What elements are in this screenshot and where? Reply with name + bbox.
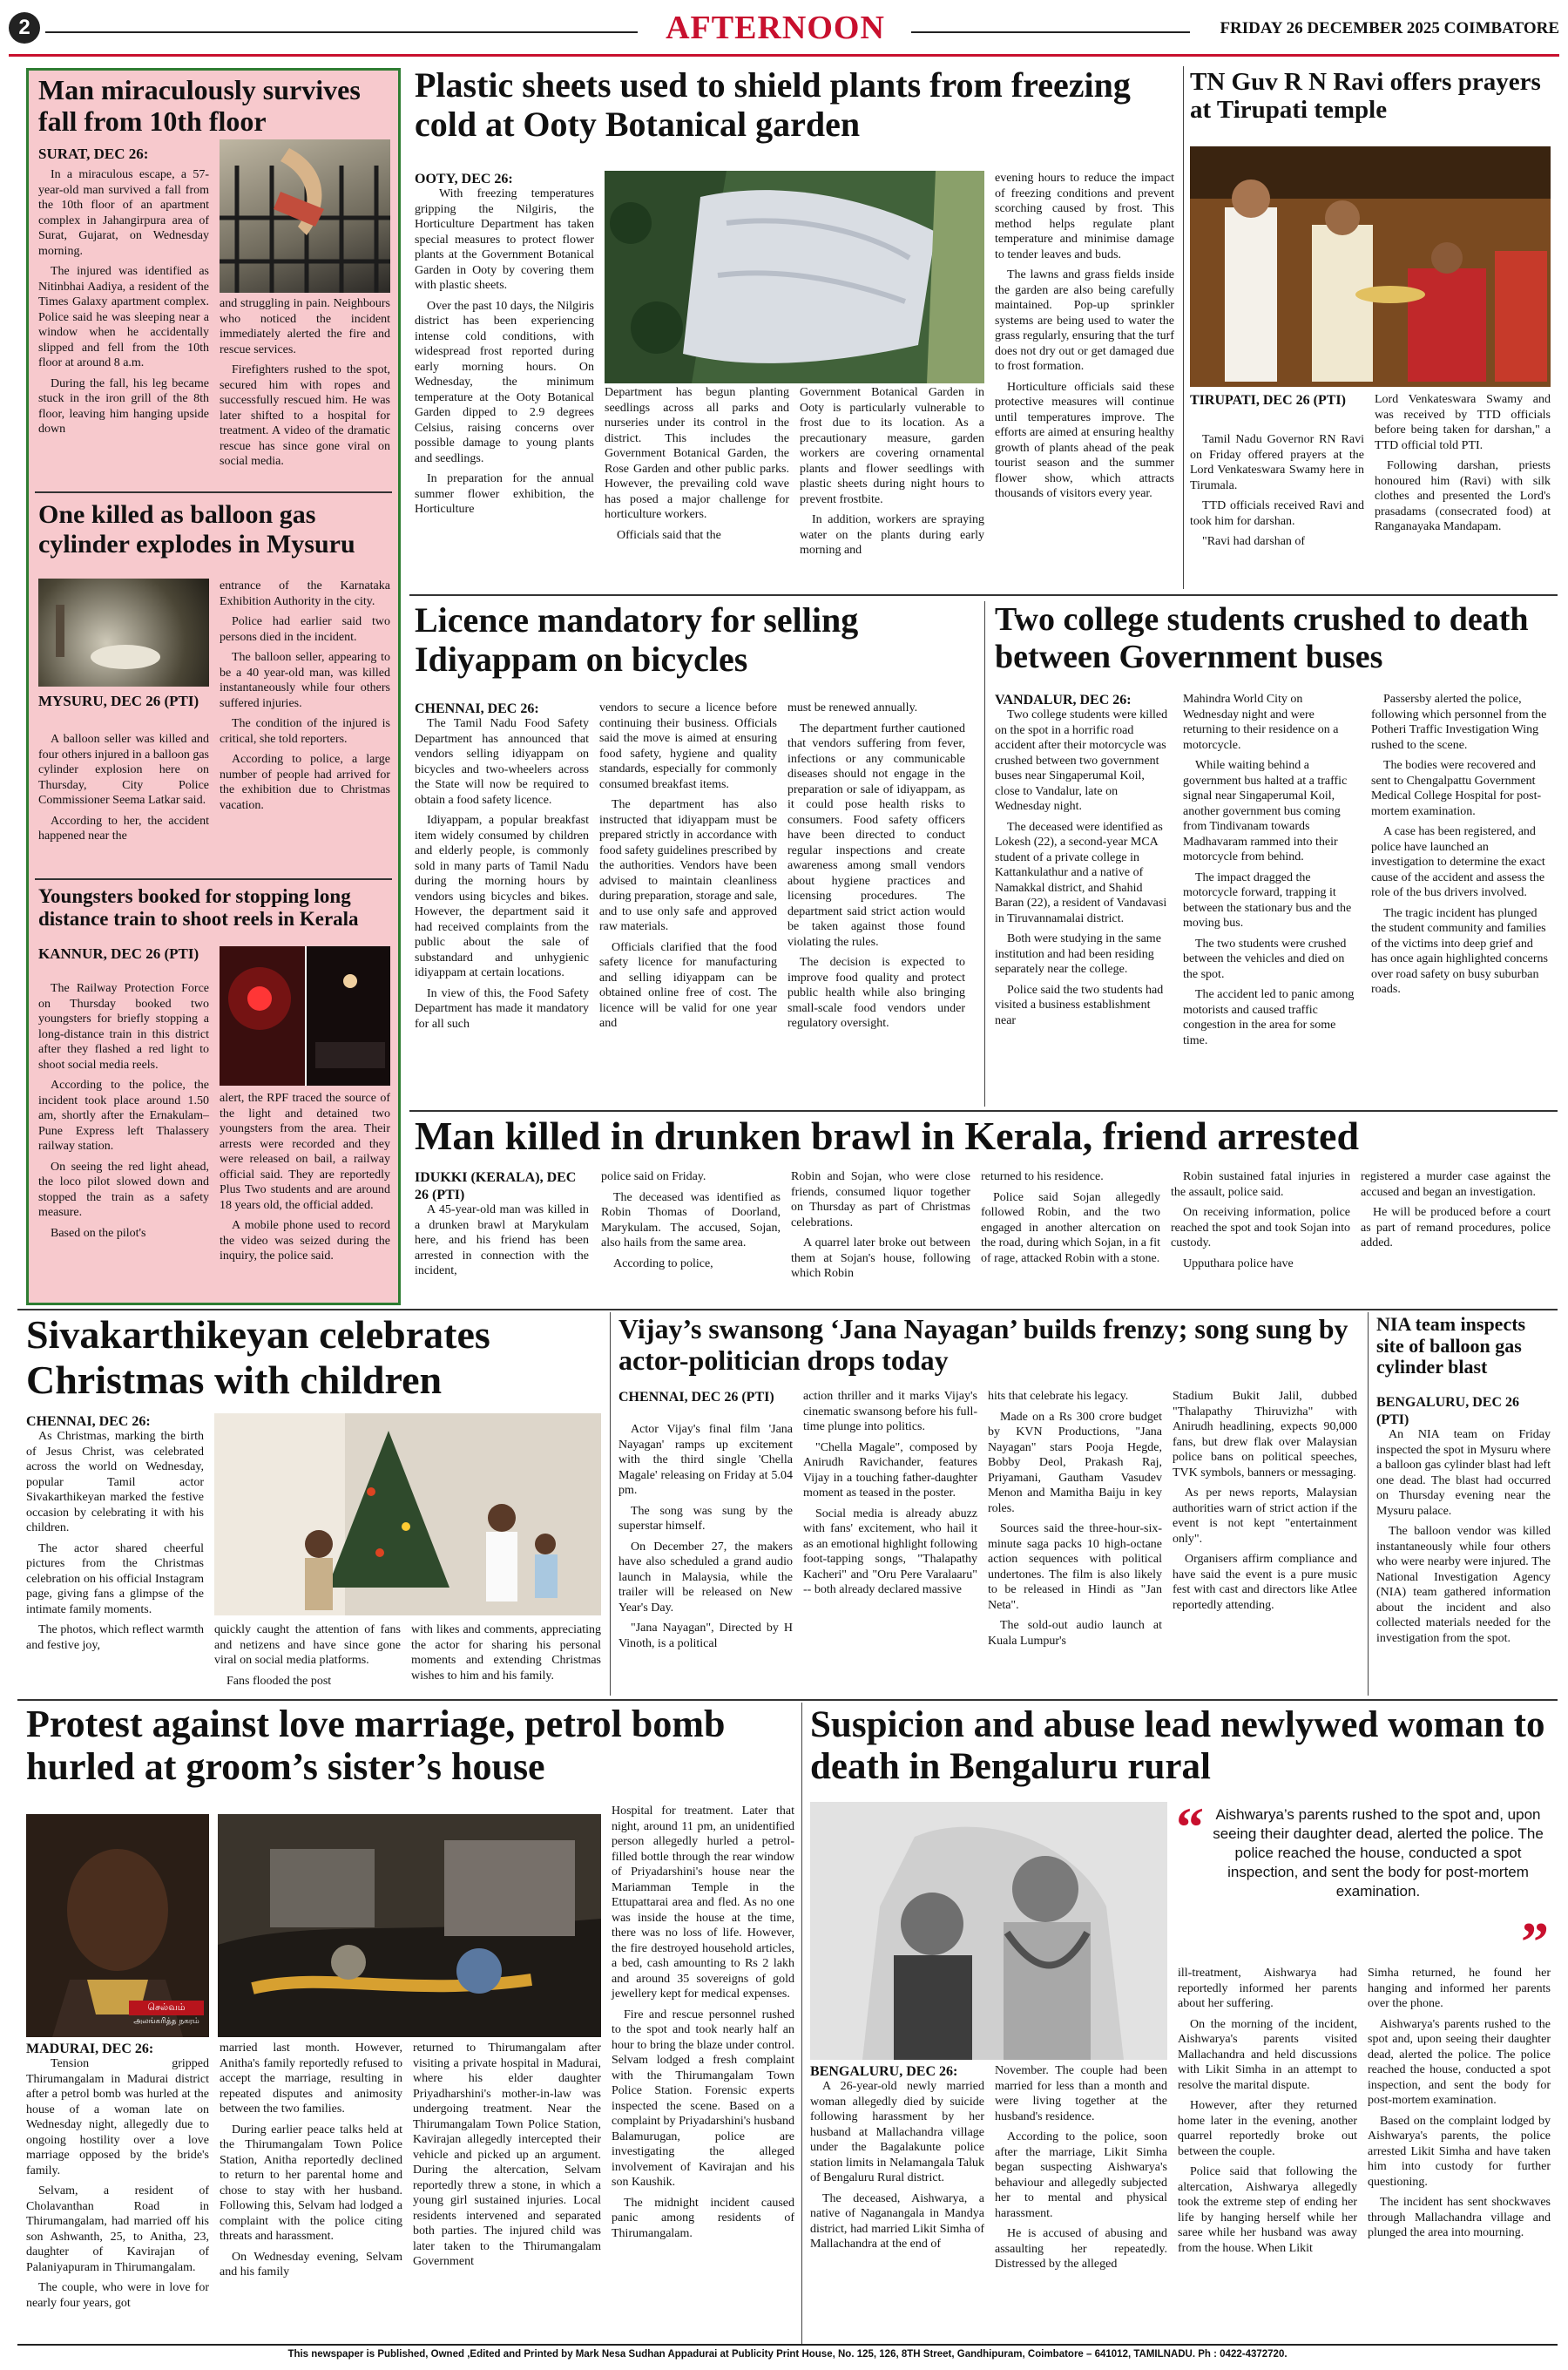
nia-body xyxy=(1376,1427,1551,1651)
paragraph: Lord Venkateswara Swamy and was received by TTD officials before being taken for darshan," a TTD official told PTI. xyxy=(1375,393,1551,452)
quote-close-icon: ” xyxy=(1521,1911,1549,1973)
paragraph: Two college students were killed on the spot in a horrific road accident after their motorcycle was crushed between two government buses near Singaperumal Koil, close to Vandalur, late on Wednesday night. xyxy=(995,708,1168,813)
bengaluru-headline: Suspicion and abuse lead newlywed woman to death in Bengaluru rural xyxy=(810,1704,1545,1788)
paragraph: Police said that following the altercation, Aishwarya allegedly took the extreme step of ending her life by hanging herself while her saree while her husband was away from the house. When Likit xyxy=(1178,2165,1357,2255)
column-divider xyxy=(610,1312,611,1696)
column-divider xyxy=(984,601,985,1107)
paragraph: A balloon seller was killed and four others injured in a balloon gas cylinder explosion here on Thursday, City Police Commissioner Seema Latkar said. xyxy=(38,733,209,807)
paragraph: In view of this, the Food Safety Department has made it mandatory for all such xyxy=(415,986,589,1031)
paragraph: The photos, which reflect warmth and festive joy, xyxy=(26,1623,204,1652)
paragraph: The balloon seller, appearing to be a 40 year-old man, was killed instantaneously while four others suffered injuries. xyxy=(220,651,390,710)
surat-headline: Man miraculously survives fall from 10th floor xyxy=(38,74,361,137)
kannur-dateline: KANNUR, DEC 26 (PTI) xyxy=(38,945,199,962)
paragraph: The incident has sent shockwaves through Mallachandra village and plunged the area into mourning. xyxy=(1368,2196,1551,2239)
idiyappam-body-col2 xyxy=(599,701,777,1037)
paragraph: As Christmas, marking the birth of Jesus Christ, was celebrated across the world on Wednesday, popular Tamil actor Sivakarthikeyan marked the festive occasion by celebrating it with his children. xyxy=(26,1430,204,1534)
siva-body-col2 xyxy=(214,1622,401,1694)
paragraph: November. The couple had been married for less than a month and were living together at the husband's residence. xyxy=(995,2064,1167,2123)
column-divider xyxy=(801,1703,802,2344)
paragraph: The midnight incident caused panic among residents of Thirumangalam. xyxy=(612,2196,794,2240)
paragraph: The Railway Protection Force on Thursday booked two youngsters for briefly stopping a long-distance train in this district after they flashed a red light to shoot social media reels. xyxy=(38,982,209,1072)
paragraph: A quarrel later broke out between them at Sojan's house, following which Robin xyxy=(791,1236,970,1280)
madurai-photo-caption: செல்வம் xyxy=(129,2001,204,2015)
paragraph: Mahindra World City on Wednesday night and were returning to their residence on a motorcycle. xyxy=(1183,693,1339,752)
paragraph: vendors to secure a licence before continuing their business. Officials said the move is aimed at ensuring food safety, hygiene and quality standards, especially for commonly consumed breakfast items. xyxy=(599,701,777,791)
kannur-body-col1 xyxy=(38,981,209,1246)
vandalur-body-col2 xyxy=(1183,692,1361,1053)
madurai-portrait-photo xyxy=(26,1814,209,2037)
paragraph: Firefighters rushed to the spot, secured him with ropes and successfully rescued him. He was later shifted to a hospital for treatment. A video of the dramatic rescue has since gone viral on social media. xyxy=(220,363,390,468)
paragraph: In a miraculous escape, a 57-year-old man survived a fall from the 10th floor of an apartment complex in Jahangirpura area of Surat, Gujarat, on Wednesday morning. xyxy=(38,168,209,258)
paragraph: The Tamil Nadu Food Safety Department has announced that vendors selling idiyappam on bicycles and two-wheelers across the State will now be required to obtain a food safety licence. xyxy=(415,717,589,807)
paragraph: According to police, a large number of people had arrived for the exhibition due to Christmas vacation. xyxy=(220,753,390,812)
madurai-body-col2 xyxy=(220,2041,402,2285)
paragraph: ill-treatment, Aishwarya had reportedly informed her parents about her suffering. xyxy=(1178,1967,1357,2010)
paragraph: According to the police, soon after the marriage, Likit Simha began suspecting Aishwarya's behaviour and allegedly subjected her to mental and physical harassment. xyxy=(995,2130,1167,2220)
paragraph: Based on the complaint lodged by Aishwarya's parents, the police arrested Likit Simha and have taken him into custody for further questioning. xyxy=(1368,2114,1551,2189)
paragraph: Department has begun planting seedlings across all parks and nurseries under its control in the district. This includes the Government Botanical Garden, the Rose Garden and other public parks. However, the prevailing cold wave has posed a major challenge for horticulture workers. xyxy=(605,386,789,521)
paragraph: The couple, who were in love for nearly four years, got xyxy=(26,2281,209,2310)
masthead-bottom-rule xyxy=(9,54,1559,57)
paragraph: Aishwarya's parents rushed to the spot and, upon seeing their daughter dead, alerted the police. The police reached the house, conducted a spot inspection, and sent the body for post-mortem examination. xyxy=(1368,2017,1551,2107)
tirupati-body-col1 xyxy=(1190,432,1364,555)
paragraph: The department further cautioned that vendors suffering from fever, infections or any communicable diseases should not engage in the preparation or sale of idiyappam, as it could pose health risks to consumers. Food safety officers have been directed to conduct regular inspections and create awareness among small vendors about hygiene practices and licensing procedures. The department said strict action would be taken against those found violating the rules. xyxy=(787,721,965,949)
bengaluru-body-col1 xyxy=(810,2079,984,2258)
surat-body-col1 xyxy=(38,167,209,443)
siva-christmas-photo xyxy=(214,1413,601,1615)
madurai-headline: Protest against love marriage, petrol bomb hurled at groom’s sister’s house xyxy=(26,1703,726,1789)
paragraph: The lawns and grass fields inside the garden are also being carefully maintained. Pop-up sprinkler systems are being used to water the grass regularly, ensuring that the turf does not dry out or get damaged due to frost formation. xyxy=(995,268,1174,373)
paragraph: Horticulture officials said these protective measures will continue until temperatures improve. The efforts are aimed at ensuring healthy growth of plants ahead of the peak tourist season and the summer flower show, which attracts thousands of visitors every year. xyxy=(995,380,1174,500)
paragraph: Officials clarified that the food safety licence for manufacturing and selling idiyappam can be obtained online free of cost. The licence will be valid for one year and xyxy=(599,940,777,1030)
kerala-body-col2 xyxy=(601,1169,781,1276)
bengaluru-body-col4 xyxy=(1368,1966,1551,2246)
paragraph: As per news reports, Malaysian authorities warn of strict action if the event is not kept "entertainment only". xyxy=(1173,1486,1357,1546)
kerala-body-col1 xyxy=(415,1202,589,1284)
left-divider-2 xyxy=(35,878,392,880)
paragraph: During earlier peace talks held at the Thirumangalam Town Police Station, Anitha reportedly declined to return to her parental home and chose to stay with her husband. Following this, Selvam had lodged a complaint with the police citing threats and harassment. xyxy=(220,2123,402,2243)
paragraph: A mobile phone used to record the video was seized during the inquiry, the police said. xyxy=(220,1219,390,1263)
footer-imprint: This newspaper is Published, Owned ,Edited and Printed by Mark Nesa Sudhan Appadurai at Publicity Print House, No. 125, 126, 8TH Street, Gandhipuram, Coimbatore – 641012, TAMILNADU. Ph : 0422-4372720. xyxy=(287,2349,1288,2360)
mysuru-headline: One killed as balloon gas cylinder explodes in Mysuru xyxy=(38,500,355,559)
mysuru-photo xyxy=(38,579,209,687)
ooty-body-col2 xyxy=(605,385,789,548)
mysuru-dateline: MYSURU, DEC 26 (PTI) xyxy=(38,693,199,709)
paragraph: Robin sustained fatal injuries in the assault, police said. xyxy=(1171,1170,1350,1199)
tirupati-dateline: TIRUPATI, DEC 26 (PTI) xyxy=(1190,393,1346,408)
paragraph: and struggling in pain. Neighbours who noticed the incident immediately alerted the fire and rescue services. xyxy=(220,297,390,356)
section-rule xyxy=(409,594,1558,596)
ooty-dateline: OOTY, DEC 26: xyxy=(415,172,513,186)
paragraph: On seeing the red light ahead, the loco pilot slowed down and stopped the train as a safety measure. xyxy=(38,1160,209,1219)
paragraph: The condition of the injured is critical, she told reporters. xyxy=(220,717,390,746)
paragraph: TTD officials received Ravi and took him for darshan. xyxy=(1190,499,1364,528)
madurai-body-col3 xyxy=(413,2041,601,2275)
madurai-fire-photo xyxy=(218,1814,601,2037)
vijay-dateline: CHENNAI, DEC 26 (PTI) xyxy=(618,1390,774,1405)
paragraph: According to her, the accident happened near the xyxy=(38,814,209,843)
mysuru-dateline-box xyxy=(38,692,209,710)
paragraph: quickly caught the attention of fans and netizens and have since gone viral on social media platforms. xyxy=(214,1623,401,1667)
paragraph: On Wednesday evening, Selvam and his family xyxy=(220,2250,402,2279)
siva-body-col3 xyxy=(411,1622,601,1689)
vijay-body-col4 xyxy=(1173,1389,1357,1618)
paragraph: A case has been registered, and police have launched an investigation to determine the exact cause of the accident and assess the role of the bus drivers involved. xyxy=(1371,825,1545,899)
paragraph: Both were studying in the same institution and had been residing separately near the college. xyxy=(995,932,1161,976)
paragraph: Fans flooded the post xyxy=(226,1674,332,1688)
paragraph: Upputhara police have xyxy=(1183,1256,1294,1270)
madurai-photo-caption2: அலங்கரித்த நகரம் xyxy=(133,2017,199,2026)
kannur-headline: Youngsters booked for stopping long distance train to shoot reels in Kerala xyxy=(38,885,359,930)
paragraph: An NIA team on Friday inspected the spot in Mysuru where a balloon gas cylinder blast had left one dead. The blast had occurred on Thursday evening near the Mysuru palace. xyxy=(1376,1428,1551,1518)
bengaluru-body-col2 xyxy=(995,2063,1167,2278)
paragraph: Following darshan, priests honoured him (Ravi) with silk clothes and presented the Lord's prasadams (consecrated food) at Ranganayaka Mandapam. xyxy=(1375,459,1551,533)
section-rule xyxy=(409,1110,1558,1112)
paragraph: "Chella Magale", composed by Anirudh Ravichander, features Vijay in a touching father-daughter moment as teased in the poster. xyxy=(803,1440,977,1500)
paragraph: Tamil Nadu Governor RN Ravi on Friday offered prayers at the Lord Venkateswara Swamy here in Tirumala. xyxy=(1190,433,1364,492)
paragraph: While waiting behind a government bus halted at a traffic signal near Singaperumal Koil, another government bus coming from Tindivanam towards Madhavaram rammed into their motorcycle from behind. xyxy=(1183,759,1348,863)
vijay-headline: Vijay’s swansong ‘Jana Nayagan’ builds frenzy; song sung by actor-politician drops today xyxy=(618,1313,1348,1376)
paragraph: The song was sung by the superstar himself. xyxy=(618,1504,793,1533)
tirupati-body-col2 xyxy=(1375,392,1551,540)
vandalur-body-col3 xyxy=(1371,692,1551,1003)
paragraph: Made on a Rs 300 crore budget by KVN Productions, "Jana Nayagan" stars Pooja Hegde, Bobby Deol, Prakash Raj, Priyamani, Gautham Vasudev Menon and Mamitha Baiju in key roles. xyxy=(988,1410,1162,1515)
paragraph: A 45-year-old man was killed in a drunken brawl at Marykulam here, and his friend has been arrested in connection with the incident, xyxy=(415,1203,589,1277)
masthead-brand: AFTERNOON xyxy=(666,10,885,46)
kerala-headline: Man killed in drunken brawl in Kerala, friend arrested xyxy=(415,1114,1360,1158)
paragraph: The impact dragged the motorcycle forward, trapping it between the stationary bus and the moving bus. xyxy=(1183,870,1352,930)
quote-open-icon: “ xyxy=(1176,1796,1204,1858)
vijay-body-col2 xyxy=(803,1389,977,1603)
idiyappam-headline: Licence mandatory for selling Idiyappam on bicycles xyxy=(415,600,859,679)
paragraph: Simha returned, he found her hanging and informed her parents over the phone. xyxy=(1368,1967,1551,2010)
paragraph: On the morning of the incident, Aishwarya's parents visited Mallachandra and held discussions with Likit Simha in an attempt to resolve the marital dispute. xyxy=(1178,2017,1357,2092)
paragraph: The two students were crushed between the vehicles and died on the spot. xyxy=(1183,937,1347,981)
paragraph: The accident led to panic among motorists and caused traffic congestion in the area for some time. xyxy=(1183,988,1355,1047)
column-divider xyxy=(1368,1312,1369,1696)
bengaluru-pull-quote xyxy=(1176,1796,1551,1973)
paragraph: The department has also instructed that idiyappam must be prepared strictly in accordance with food safety guidelines prescribed by the authorities. Vendors have been advised to maintain cleanliness during preparation, storage and sale, and to use only safe and approved raw materials. xyxy=(599,798,777,933)
paragraph: During the fall, his leg became stuck in the iron grill of the 8th floor, leaving him hanging upside down xyxy=(38,376,209,436)
ooty-garden-photo xyxy=(605,171,984,383)
page-number-badge: 2 xyxy=(9,12,40,44)
paragraph: Actor Vijay's final film 'Jana Nayagan' ramps up excitement with the third single 'Chella Magale' releasing on Friday at 5.04 pm. xyxy=(618,1423,793,1497)
section-rule xyxy=(17,1699,1558,1701)
paragraph: Selvam, a resident of Cholavanthan Road in Thirumangalam, had married off his son Ashwanth, 25, to Anitha, 23, daughter of Kavirajan of Palaniyapuram in Thirumangalam. xyxy=(26,2184,209,2274)
bengaluru-dateline: BENGALURU, DEC 26: xyxy=(810,2064,958,2079)
paragraph: The deceased was identified as Robin Thomas of Doorland, Marykulam. The accused, Sojan, also hails from the same area. xyxy=(601,1190,781,1249)
paragraph: The tragic incident has plunged the student community and families of the victims into deep grief and has once again highlighted concerns over road safety on busy suburban roads. xyxy=(1371,906,1548,996)
paragraph: alert, the RPF traced the source of the light and detained two youngsters from the area. Their arrests were recorded and they were released on bail, a railway official said. They are reportedly Plus Two students and are around 18 years old, the official added. xyxy=(220,1092,390,1212)
kerala-body-col6 xyxy=(1361,1169,1551,1256)
tirupati-photo xyxy=(1190,146,1551,387)
paragraph: Organisers affirm compliance and have said the event is a pure music fest with cast and directors like Atlee reportedly attending. xyxy=(1173,1553,1357,1612)
vandalur-dateline: VANDALUR, DEC 26: xyxy=(995,693,1132,708)
kerala-body-col3 xyxy=(791,1169,970,1287)
surat-photo xyxy=(220,139,390,293)
paragraph: must be renewed annually. xyxy=(787,701,918,714)
ooty-body-col1 xyxy=(415,186,594,523)
paragraph: Fire and rescue personnel rushed to the spot and took nearly half an hour to bring the blaze under control. Selvam lodged a fresh complaint with the Thirumangalam Town Police Station. Forensic experts inspected the scene. Based on a complaint by Priyadarshini's husband Balamurugan, police are investigating the alleged involvement of Kavirajan and his son Kaushik. xyxy=(612,2008,794,2189)
ooty-body-col4 xyxy=(995,171,1174,507)
madurai-body-col1 xyxy=(26,2056,209,2316)
tirupati-headline: TN Guv R N Ravi offers prayers at Tirupati temple xyxy=(1190,68,1541,125)
masthead-date: FRIDAY 26 DECEMBER 2025 COIMBATORE xyxy=(1220,19,1559,37)
paragraph: Police said Sojan allegedly followed Robin, and the two engaged in another altercation on the road, during which Sojan, in a fit of rage, attacked Robin with a stone. xyxy=(981,1190,1160,1265)
paragraph: The injured was identified as Nitinbhai Aadiya, a resident of the Times Galaxy apartment complex. Police said he was sleeping near a window when he accidentally slipped and fell from the 10th floor at around 8 a.m. xyxy=(38,265,209,369)
nia-headline: NIA team inspects site of balloon gas cylinder blast xyxy=(1376,1313,1526,1378)
paragraph: Police had earlier said two persons died in the incident. xyxy=(220,615,390,644)
surat-body-col2 xyxy=(220,296,390,475)
paragraph: Idiyappam, a popular breakfast item widely consumed by children and elderly people, is commonly sold in many parts of Tamil Nadu during the morning hours by vendors using bicycles and bikes. However, the department said it had received complaints from the public about the sale of substandard and unhygienic idiyappam at certain locations. xyxy=(415,814,589,979)
madurai-dateline: MADURAI, DEC 26: xyxy=(26,2042,154,2056)
footer-rule xyxy=(17,2344,1558,2346)
paragraph: The deceased were identified as Lokesh (22), a second-year MCA student of a private college in Kattankulathur and a native of Namakkal district, and Shahid Baran (22), a resident of Vandavasi in Tiruvannamalai district. xyxy=(995,820,1167,925)
paragraph: On December 27, the makers have also scheduled a grand audio launch in Malaysia, while the trailer will be released on New Year's Day. xyxy=(618,1540,793,1615)
paragraph: returned to his residence. xyxy=(981,1170,1104,1183)
paragraph: with likes and comments, appreciating the actor for sharing his personal moments and extending Christmas wishes to him and his family. xyxy=(411,1623,601,1683)
paragraph: The decision is expected to improve food quality and protect public health while also bringing small-scale food vendors under regulatory oversight. xyxy=(787,956,965,1030)
paragraph: The balloon vendor was killed instantaneously while four others who were nearby were injured. The National Investigation Agency (NIA) team gathered information about the incident and also collected materials needed for the investigation from the spot. xyxy=(1376,1525,1551,1645)
madurai-body-col4 xyxy=(612,1804,794,2246)
paragraph: Social media is already abuzz with fans' excitement, who hail it as an emotional highlight following foot-tapping songs, "Thalapathy Kacheri" and "Oru Pere Varalaaru" -- both already declared massive xyxy=(803,1507,977,1596)
masthead-rule-left xyxy=(45,31,638,33)
paragraph: "Jana Nayagan", Directed by H Vinoth, is a political xyxy=(618,1622,793,1650)
kannur-photo xyxy=(220,946,390,1086)
vijay-body-col1 xyxy=(618,1422,793,1656)
paragraph: However, after they returned home later in the evening, another quarrel reportedly broke out between the couple. xyxy=(1178,2099,1357,2158)
idiyappam-body-col3 xyxy=(787,701,965,1037)
paragraph: married last month. However, Anitha's family reportedly refused to accept the marriage, resulting in repeated disputes and animosity between the two families. xyxy=(220,2042,402,2116)
paragraph: Tension gripped Thirumangalam in Madurai district after a petrol bomb was hurled at the house of a woman late on Wednesday night, allegedly due to ongoing hostility over a love marriage opposed by the bride's family. xyxy=(26,2057,209,2177)
column-divider xyxy=(1183,66,1184,589)
idiyappam-dateline: CHENNAI, DEC 26: xyxy=(415,701,539,716)
paragraph: Hospital for treatment. Later that night, around 11 pm, an unidentified person allegedly hurled a petrol-filled bottle through the rear window of Priyadarshini's house near the Mariamman Temple in the Ettupattarai area and fled. As no one was inside the house at the time, there was no loss of life. However, the fire destroyed household articles, a bed, cash amounting to Rs 2 lakh and around 35 sovereigns of gold jewellery kept for medical expenses. xyxy=(612,1805,794,2001)
paragraph: He is accused of abusing and assaulting her repeatedly. Distressed by the alleged xyxy=(995,2227,1167,2271)
paragraph: Officials said that the xyxy=(617,528,721,542)
paragraph: He will be produced before a court as part of remand procedures, police added. xyxy=(1361,1206,1551,1249)
paragraph: The sold-out audio launch at Kuala Lumpur's xyxy=(988,1619,1162,1648)
siva-headline: Sivakarthikeyan celebrates Christmas with children xyxy=(26,1312,490,1402)
paragraph: police said on Friday. xyxy=(601,1170,706,1183)
paragraph: Based on the pilot's xyxy=(51,1226,146,1240)
paragraph: The deceased, Aishwarya, a native of Naganangala in Mandya district, had married Likit Simha of Mallachandra at the end of xyxy=(810,2191,984,2251)
kannur-body-col2 xyxy=(220,1091,390,1270)
paragraph: Government Botanical Garden in Ooty is particularly vulnerable to frost due to its location. As a precautionary measure, garden workers are covering ornamental plants and flower seedlings with plastic sheets during night hours to prevent frostbite. xyxy=(800,386,984,506)
paragraph: returned to Thirumangalam after visiting a private hospital in Madurai, where his elder daughter Priyadharshini's mother-in-law was undergoing treatment. Near the Thirumangalam Town Police Station, Kavirajan allegedly intercepted their vehicle and picked up an argument. During the altercation, Selvam reportedly threw a stone, in which a young girl sustained injuries. Local residents intervened and separated both parties. The injured child was later taken to the Thirumangalam Government xyxy=(413,2042,601,2268)
kerala-body-col5 xyxy=(1171,1169,1350,1276)
surat-dateline: SURAT, DEC 26: xyxy=(38,145,149,162)
left-divider-1 xyxy=(35,491,392,493)
mysuru-body-col1 xyxy=(38,732,209,850)
nia-dateline: BENGALURU, DEC 26 (PTI) xyxy=(1376,1395,1520,1427)
paragraph: A 26-year-old newly married woman allegedly died by suicide following harassment by her husband at Mallachandra village under the Bagalakunte police station limits in Nelamangala Taluk of Bengaluru Rural district. xyxy=(810,2080,984,2184)
vijay-body-col3 xyxy=(988,1389,1162,1654)
section-rule xyxy=(17,1309,1558,1310)
vandalur-headline: Two college students crushed to death between Government buses xyxy=(995,601,1529,675)
paragraph: The bodies were recovered and sent to Chengalpattu Government Medical College Hospital for post-mortem examination. xyxy=(1371,759,1542,818)
paragraph: According to police, xyxy=(613,1256,713,1270)
vandalur-body-col1 xyxy=(995,708,1173,1033)
bengaluru-couple-photo xyxy=(810,1802,1167,2060)
idiyappam-body-col1 xyxy=(415,716,589,1037)
paragraph: registered a murder case against the accused and began an investigation. xyxy=(1361,1170,1551,1199)
paragraph: Police said the two students had visited a business establishment near xyxy=(995,983,1164,1027)
paragraph: action thriller and it marks Vijay's cinematic swansong before his full-time plunge into politics. xyxy=(803,1390,977,1433)
paragraph: evening hours to reduce the impact of freezing conditions and prevent scorching caused by frost. This method helps regulate plant temperature and minimise damage to tender leaves and buds. xyxy=(995,172,1174,261)
paragraph: According to the police, the incident took place around 1.50 am, shortly after the Ernakulam–Pune Express left Thalassery railway station. xyxy=(38,1079,209,1153)
paragraph: Over the past 10 days, the Nilgiris district has been experiencing intense cold conditions, with widespread frost reported during early morning hours. On Wednesday, the minimum temperature at the Ooty Botanical Garden dipped to 2.9 degrees Celsius, raising concerns over possible damage to young plants and seedlings. xyxy=(415,299,594,465)
mysuru-body-col2 xyxy=(220,579,390,818)
paragraph: With freezing temperatures gripping the Nilgiris, the Horticulture Department has taken special measures to protect flower plants at the Government Botanical Garden in Ooty by covering them with plastic sheets. xyxy=(415,187,594,292)
paragraph: Sources said the three-hour-six-minute saga packs 10 high-octane action sequences with political undertones. The film is also likely to be released in Hindi as "Jan Neta". xyxy=(988,1522,1162,1612)
paragraph: Robin and Sojan, who were close friends, consumed liquor together on Thursday as part of Christmas celebrations. xyxy=(791,1170,970,1229)
paragraph: hits that celebrate his legacy. xyxy=(988,1390,1129,1403)
siva-body-col1 xyxy=(26,1429,204,1658)
paragraph: In preparation for the annual summer flower exhibition, the Horticulture xyxy=(415,472,594,516)
siva-dateline: CHENNAI, DEC 26: xyxy=(26,1414,151,1429)
ooty-body-col3 xyxy=(800,385,984,564)
kerala-dateline: IDUKKI (KERALA), DEC 26 (PTI) xyxy=(415,1170,577,1202)
paragraph: In addition, workers are spraying water on the plants during early morning and xyxy=(800,513,984,557)
paragraph: entrance of the Karnataka Exhibition Authority in the city. xyxy=(220,579,390,608)
paragraph: "Ravi had darshan of xyxy=(1202,535,1306,548)
paragraph: Stadium Bukit Jalil, dubbed "Thalapathy Thiruvizha" with Anirudh headlining, expects 90,000 fans, but drew flak over Malaysian police bans on political speeches, TVK symbols, banners or messaging. xyxy=(1173,1390,1357,1480)
bengaluru-body-col3 xyxy=(1178,1966,1357,2261)
masthead-rule-right xyxy=(911,31,1190,33)
ooty-headline: Plastic sheets used to shield plants from freezing cold at Ooty Botanical garden xyxy=(415,65,1131,144)
quote-text: Aishwarya’s parents rushed to the spot and, upon seeing their daughter dead, alerted the police. The police reached the house, conducted a spot inspection, and sent the body for post-mortem examination. xyxy=(1213,1806,1544,1900)
kerala-body-col4 xyxy=(981,1169,1160,1271)
paragraph: Passersby alerted the police, following which personnel from the Potheri Traffic Investigation Wing rushed to the scene. xyxy=(1371,693,1547,752)
paragraph: The actor shared cheerful pictures from the Christmas celebration on his official Instagram page, giving fans a glimpse of the intimate family moments. xyxy=(26,1541,204,1616)
paragraph: On receiving information, police reached the spot and took Sojan into custody. xyxy=(1171,1206,1350,1249)
